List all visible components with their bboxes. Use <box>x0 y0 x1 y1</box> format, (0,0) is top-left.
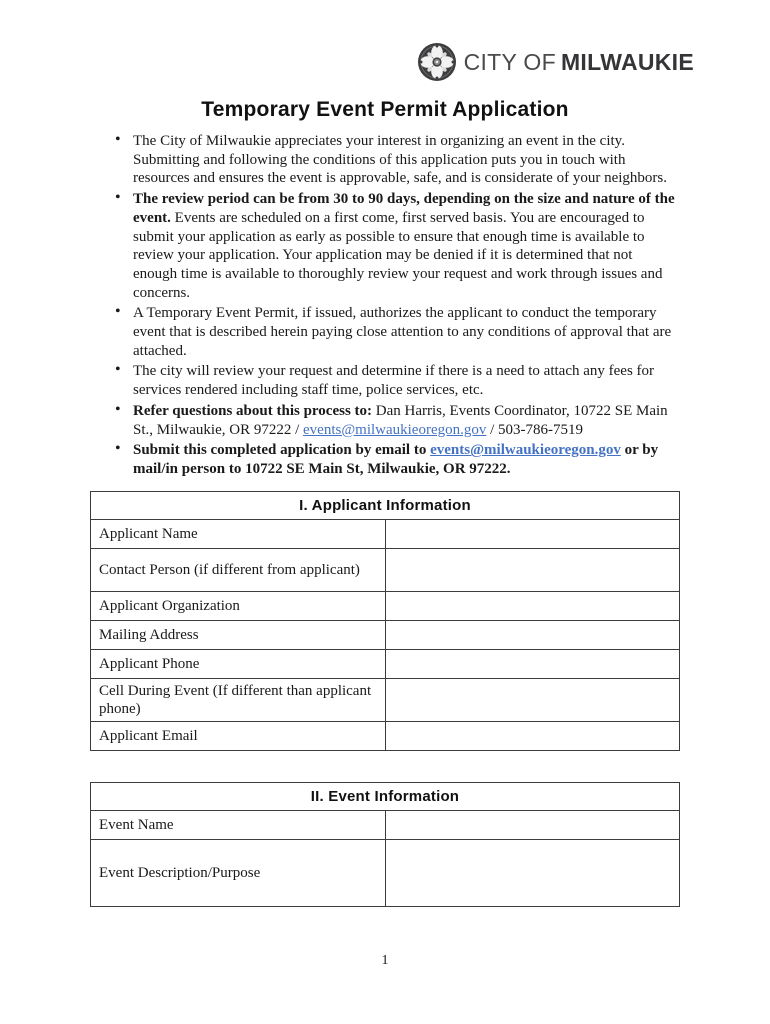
city-logo <box>417 42 694 82</box>
table-header-row <box>91 782 680 810</box>
event-info-table <box>90 782 680 907</box>
table-row <box>91 519 680 548</box>
applicant-name-label: Applicant Name <box>91 519 386 548</box>
table-row <box>91 678 680 721</box>
event-name-label: Event Name <box>91 810 386 839</box>
bullet-text: The City of Milwaukie appreciates your interest in organizing an event in the city. Submitting and following the conditions of this application puts you in touch with resources and ensures the event is approvable, safe, and is considerate of your neighbors. <box>133 133 667 187</box>
applicant-phone-field[interactable] <box>385 649 680 678</box>
applicant-email-field[interactable] <box>385 721 680 750</box>
bullet-text: Events are scheduled on a first come, first served basis. You are encouraged to submit your application as early as possible to ensure that enough time is available to review your application. Your application may be denied if it is determined that not enough time is available to thoroughly review your request and work through issues and concerns. <box>133 209 663 301</box>
table-row <box>91 649 680 678</box>
events-email-link-bold[interactable]: events@milwaukieoregon.gov <box>430 442 621 459</box>
logo-city-of: CITY OF <box>463 48 556 75</box>
bullet-text: A Temporary Event Permit, if issued, authorizes the applicant to conduct the temporary event that is described herein paying close attention to any conditions of approval that are attached. <box>133 305 672 359</box>
city-logo-text <box>464 49 694 76</box>
bullet-review-period <box>112 190 680 302</box>
table-row <box>91 810 680 839</box>
event-description-field[interactable] <box>385 839 680 906</box>
contact-person-label: Contact Person (if different from applicant) <box>91 548 386 591</box>
cell-during-event-field[interactable] <box>385 678 680 721</box>
bullet-text-bold: or by mail/in person to 10722 SE Main St, Milwaukie, OR 97222. <box>133 442 659 477</box>
page-number: 1 <box>381 952 389 968</box>
applicant-name-field[interactable] <box>385 519 680 548</box>
bullet-text: / 503-786-7519 <box>486 421 584 438</box>
mailing-address-label: Mailing Address <box>91 620 386 649</box>
bullet-text: The city will review your request and determine if there is a need to attach any fees for services rendered including staff time, police services, etc. <box>133 363 655 399</box>
event-table-title: II. Event Information <box>91 782 680 810</box>
table-row <box>91 591 680 620</box>
events-email-link[interactable]: events@milwaukieoregon.gov <box>303 421 487 438</box>
dogwood-flower-icon <box>417 42 457 82</box>
table-row <box>91 620 680 649</box>
bullet-submit <box>112 441 680 478</box>
mailing-address-field[interactable] <box>385 620 680 649</box>
event-name-field[interactable] <box>385 810 680 839</box>
applicant-info-table <box>90 491 680 751</box>
applicant-organization-label: Applicant Organization <box>91 591 386 620</box>
bullet-questions <box>112 402 680 439</box>
applicant-table-title: I. Applicant Information <box>91 491 680 519</box>
table-row <box>91 548 680 591</box>
intro-bullet-list <box>112 132 680 479</box>
applicant-phone-label: Applicant Phone <box>91 649 386 678</box>
bullet-text-bold: The review period can be from 30 to 90 days, depending on the size and nature of the event. <box>133 191 675 226</box>
bullet-intro <box>112 132 680 188</box>
contact-person-field[interactable] <box>385 548 680 591</box>
event-description-label: Event Description/Purpose <box>91 839 386 906</box>
table-row <box>91 839 680 906</box>
bullet-text-bold: Submit this completed application by email to <box>133 442 431 459</box>
bullet-permit-authorizes <box>112 304 680 360</box>
table-header-row <box>91 491 680 519</box>
bullet-text: Dan Harris, Events Coordinator, 10722 SE Main St., Milwaukie, OR 97222 / <box>133 402 668 438</box>
page-title: Temporary Event Permit Application <box>201 98 569 121</box>
logo-city-name: MILWAUKIE <box>560 48 694 75</box>
cell-during-event-label: Cell During Event (If different than applicant phone) <box>91 678 386 721</box>
applicant-organization-field[interactable] <box>385 591 680 620</box>
bullet-fees <box>112 362 680 399</box>
bullet-text-bold: Refer questions about this process to: <box>133 402 376 419</box>
table-row <box>91 721 680 750</box>
applicant-email-label: Applicant Email <box>91 721 386 750</box>
